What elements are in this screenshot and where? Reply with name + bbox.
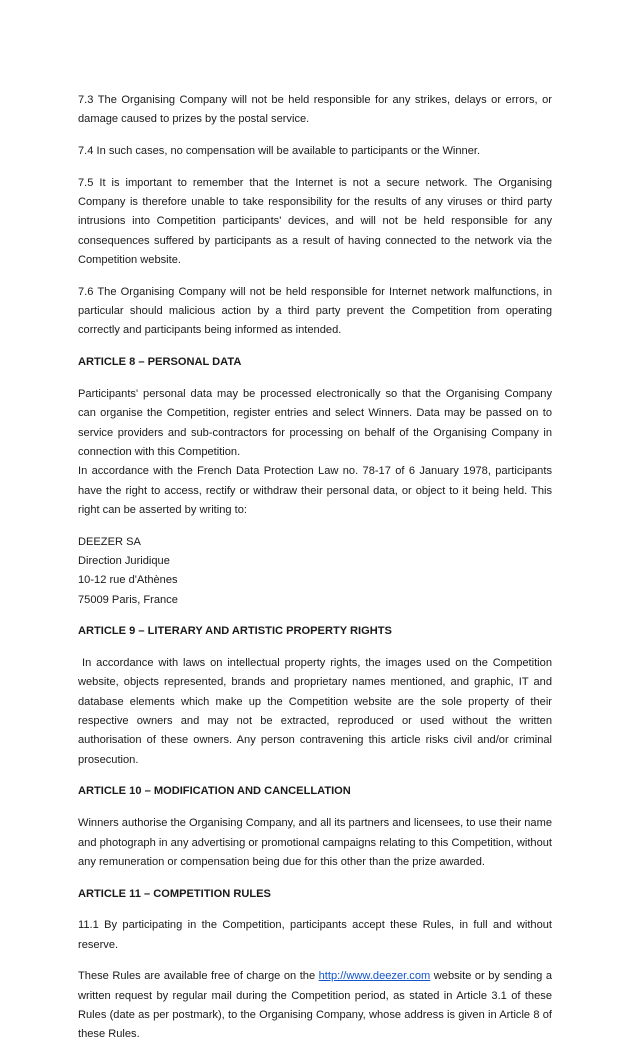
address-line-1: DEEZER SA [78,535,141,548]
address-line-2: Direction Juridique [78,554,170,567]
paragraph-7-6: 7.6 The Organising Company will not be held responsible for Internet network malfunctions, in particular should malicious action by a third party prevent the Competition from operating correctly and participants being informed as intended. [78,285,552,337]
paragraph-11-1: 11.1 By participating in the Competition, participants accept these Rules, in full and without reserve. [78,919,552,951]
paragraph-7-5: 7.5 It is important to remember that the Internet is not a secure network. The Organising Company is therefore unable to take responsibility for the results of any viruses or third party intrusions into Competition participants' devices, and will not be held responsible for any consequences suffered by participants as a result of having connected to the network via the Competition website. [78,176,552,267]
address-line-4: 75009 Paris, France [78,593,178,606]
article-8-paragraph-2: In accordance with the French Data Protection Law no. 78-17 of 6 January 1978, participants have the right to access, rectify or withdraw their personal data, or object to it being held. This right can be asserted by writing to: [78,465,552,516]
article-11-heading: ARTICLE 11 – COMPETITION RULES [78,887,271,900]
article-10-paragraph-1: Winners authorise the Organising Company, and all its partners and licensees, to use their name and photograph in any advertising or promotional campaigns relating to this Competition, without any remuneration or compensation being due for this other than the prize awarded. [78,817,552,868]
address-line-3: 10-12 rue d'Athènes [78,574,178,587]
paragraph-7-3: 7.3 The Organising Company will not be held responsible for any strikes, delays or errors, or damage caused to prizes by the postal service. [78,94,552,126]
article-9-paragraph-1: In accordance with laws on intellectual property rights, the images used on the Competition website, objects represented, brands and proprietary names mentioned, and graphic, IT and database elements which make up the Competition website are the sole property of their respective owners and may not be extracted, reproduced or used without the written authorisation of these owners. Any person contravening this article risks civil and/or criminal prosecution. [78,657,552,766]
article-8-paragraph-1: Participants' personal data may be processed electronically so that the Organising Company can organise the Competition, register entries and select Winners. Data may be passed on to service providers and sub-contractors for processing on behalf of the Organising Company in connection with this Competition. [78,388,552,458]
article-9-heading: ARTICLE 9 – LITERARY AND ARTISTIC PROPERTY RIGHTS [78,625,392,638]
rules-text-before-link: These Rules are available free of charge on the [78,970,319,983]
deezer-website-link[interactable]: http://www.deezer.com [318,970,431,983]
article-10-heading: ARTICLE 10 – MODIFICATION AND CANCELLATION [78,785,351,798]
rules-availability-paragraph [78,967,552,1044]
rules-text-after-link: website or by sending a written request by regular mail during the Competition period, as stated in Article 3.1 of these Rules (date as per postmark), to the Organising Company, whose address is given in Article 8 of these Rules. [78,970,553,1041]
paragraph-7-4: 7.4 In such cases, no compensation will be available to participants or the Winner. [78,145,481,158]
article-8-heading: ARTICLE 8 – PERSONAL DATA [78,356,242,369]
address-block [78,533,552,610]
